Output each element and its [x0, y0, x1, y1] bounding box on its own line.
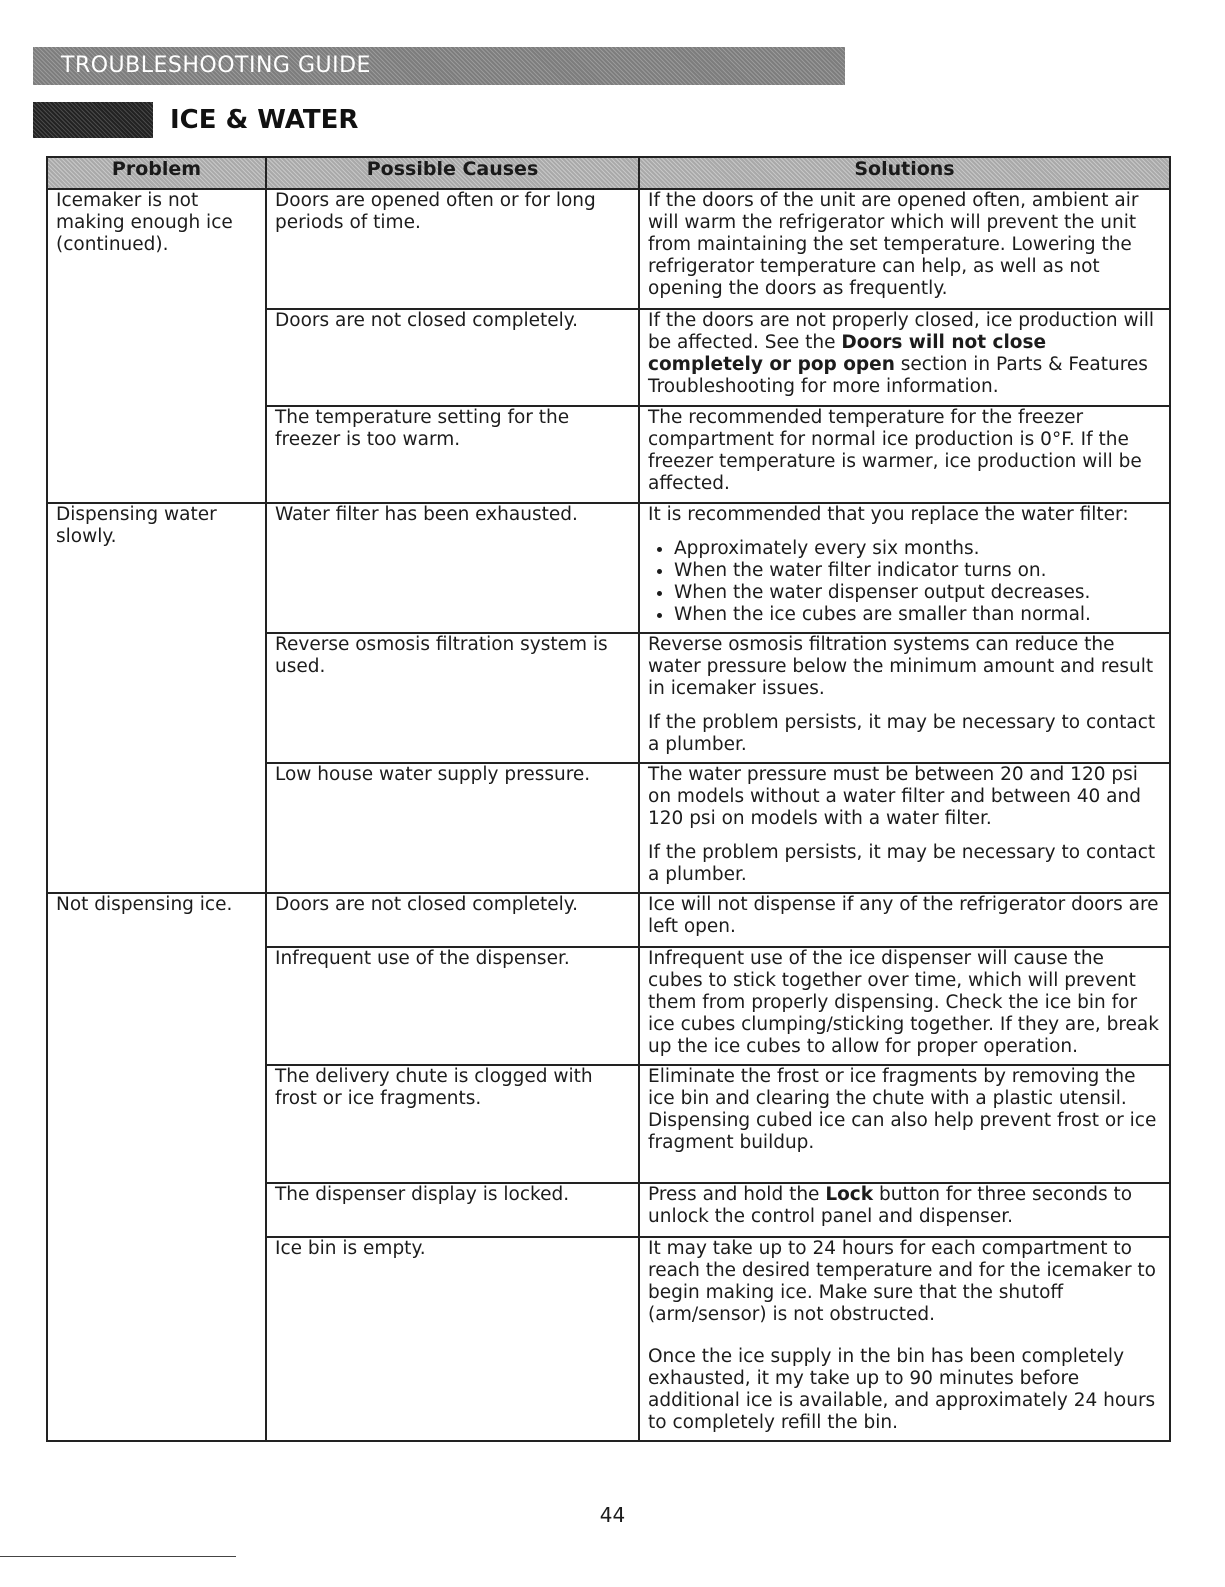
section-banner: TROUBLESHOOTING GUIDE	[33, 47, 845, 85]
problem-cell: Dispensing water slowly.	[47, 503, 266, 893]
solution-cell	[639, 763, 1170, 893]
solution-cell	[639, 189, 1170, 309]
solution-text: If the doors are not properly closed, ice production will be affected. See the	[648, 310, 1155, 353]
solution-text: button for three seconds to unlock the control panel and dispenser.	[648, 1184, 1133, 1227]
solution-text: section in Parts & Features Troubleshooting for more information.	[648, 354, 1148, 397]
table-row	[47, 893, 1170, 947]
cross-reference: Doors will not close completely or pop open	[648, 332, 1047, 375]
cause-cell: Infrequent use of the dispenser.	[266, 947, 639, 1065]
cause-cell: Reverse osmosis filtration system is used.	[266, 633, 639, 763]
cause-cell: Doors are opened often or for long periods of time.	[266, 189, 639, 309]
problem-cell: Not dispensing ice.	[47, 893, 266, 1441]
column-header-problem: Problem	[47, 157, 266, 189]
solution-cell	[639, 309, 1170, 406]
solution-text: Once the ice supply in the bin has been completely exhausted, it my take up to 90 minutes before additional ice is available, and approximately 24 hours to completely refill the bin.	[648, 1346, 1156, 1433]
cause-cell: The dispenser display is locked.	[266, 1183, 639, 1237]
solution-cell	[639, 633, 1170, 763]
solution-cell	[639, 503, 1170, 633]
solution-text: The recommended temperature for the freezer compartment for normal ice production is 0°F. If the freezer temperature is warmer, ice production will be affected.	[648, 407, 1142, 494]
solution-text: Ice will not dispense if any of the refrigerator doors are left open.	[648, 894, 1159, 937]
solution-cell	[639, 1237, 1170, 1441]
column-header-causes: Possible Causes	[266, 157, 639, 189]
table-row	[47, 189, 1170, 309]
solution-text: Reverse osmosis filtration systems can reduce the water pressure below the minimum amount and result in icemaker issues.	[648, 634, 1154, 699]
cause-cell: Ice bin is empty.	[266, 1237, 639, 1441]
list-item: • When the ice cubes are smaller than normal.	[674, 604, 1163, 626]
cause-cell: Low house water supply pressure.	[266, 763, 639, 893]
problem-cell: Icemaker is not making enough ice (continued).	[47, 189, 266, 503]
solution-cell	[639, 1183, 1170, 1237]
column-header-solutions: Solutions	[639, 157, 1170, 189]
solution-text: Eliminate the frost or ice fragments by removing the ice bin and clearing the chute with a plastic utensil. Dispensing cubed ice can also help prevent frost or ice fragment buildup.	[648, 1066, 1157, 1153]
solution-cell	[639, 1065, 1170, 1183]
section-marker	[33, 102, 153, 138]
solution-text: The water pressure must be between 20 and 120 psi on models without a water filter and between 40 and 120 psi on models with a water filter.	[648, 764, 1141, 829]
list-item: • When the water filter indicator turns on.	[674, 560, 1163, 582]
list-item: • Approximately every six months.	[674, 538, 1163, 560]
section-title: ICE & WATER	[170, 105, 359, 135]
solution-text: Press and hold the	[648, 1184, 826, 1205]
cause-cell: The temperature setting for the freezer is too warm.	[266, 406, 639, 503]
solution-text: It may take up to 24 hours for each compartment to reach the desired temperature and for the icemaker to begin making ice. Make sure that the shutoff (arm/sensor) is not obstructed.	[648, 1238, 1157, 1325]
solution-text: If the doors of the unit are opened often, ambient air will warm the refrigerator which will prevent the unit from maintaining the set temperature. Lowering the refrigerator temperature can help, as well as not opening the doors as frequently.	[648, 190, 1139, 299]
solution-cell	[639, 406, 1170, 503]
solution-cell	[639, 947, 1170, 1065]
cause-cell: Water filter has been exhausted.	[266, 503, 639, 633]
lock-button-label: Lock	[825, 1184, 874, 1205]
cause-cell: The delivery chute is clogged with frost or ice fragments.	[266, 1065, 639, 1183]
solution-text: If the problem persists, it may be necessary to contact a plumber.	[648, 712, 1156, 755]
cause-cell: Doors are not closed completely.	[266, 893, 639, 947]
cause-cell: Doors are not closed completely.	[266, 309, 639, 406]
solution-text: If the problem persists, it may be necessary to contact a plumber.	[648, 842, 1156, 885]
page-number: 44	[599, 1503, 626, 1527]
list-item: • When the water dispenser output decreases.	[674, 582, 1163, 604]
table-header-row	[47, 157, 1170, 189]
footer-rule	[0, 1556, 236, 1557]
solution-text: Infrequent use of the ice dispenser will cause the cubes to stick together over time, which will prevent them from properly dispensing. Check the ice bin for ice cubes clumping/sticking together. If they are, break up the ice cubes to allow for proper operation.	[648, 948, 1159, 1057]
table-row	[47, 503, 1170, 633]
solution-text: It is recommended that you replace the water filter:	[648, 504, 1129, 525]
troubleshooting-table	[46, 156, 1171, 1442]
recommendation-list	[648, 538, 1163, 626]
solution-cell	[639, 893, 1170, 947]
